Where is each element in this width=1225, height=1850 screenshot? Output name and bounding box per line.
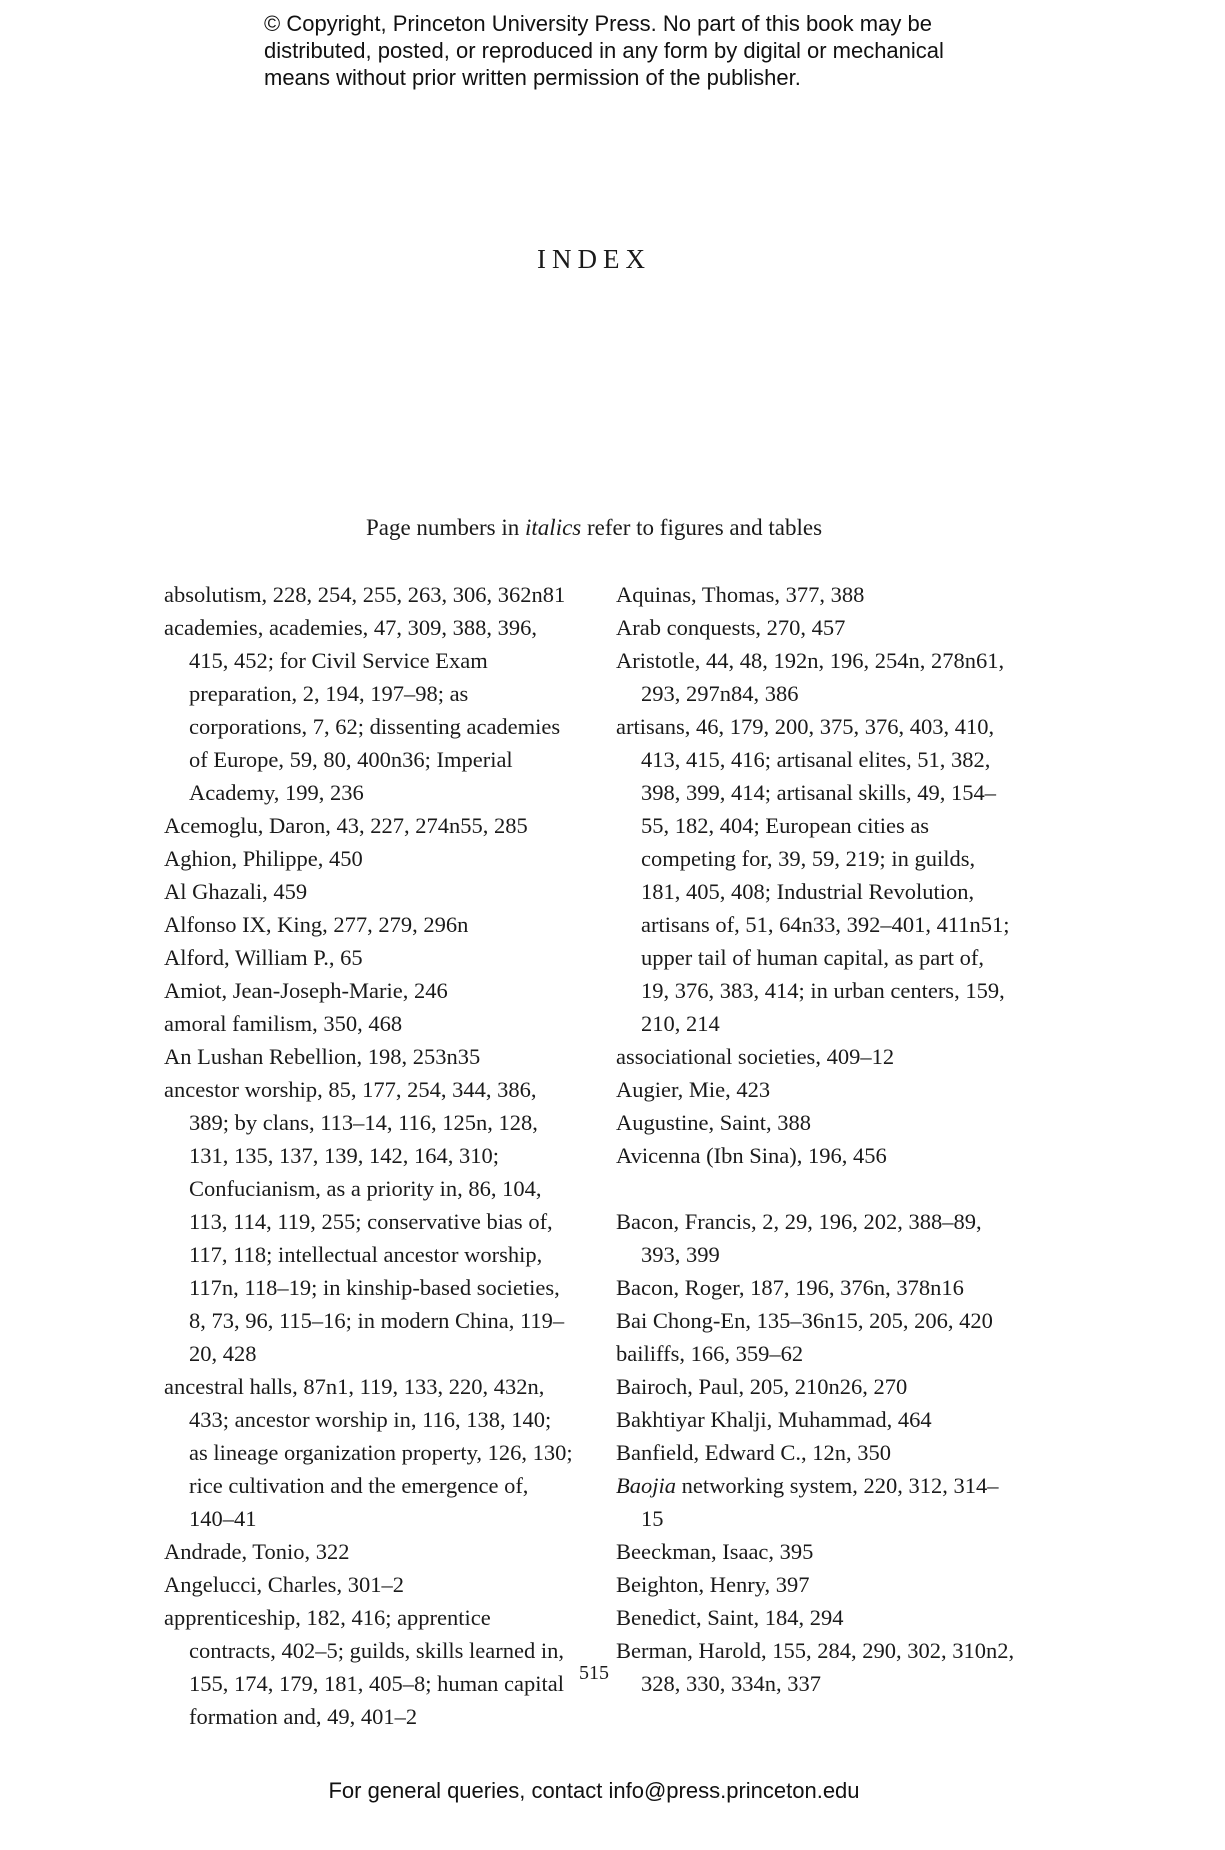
index-entry bbox=[616, 1205, 1016, 1271]
index-entry bbox=[616, 1469, 1016, 1535]
index-entry-text: bailiffs, 166, 359–62 bbox=[616, 1341, 804, 1366]
index-entry-text: absolutism, 228, 254, 255, 263, 306, 362n81 bbox=[164, 582, 566, 607]
index-entry-text: amoral familism, 350, 468 bbox=[164, 1011, 403, 1036]
index-entry-text: Berman, Harold, 155, 284, 290, 302, 310n2, 328, 330, 334n, 337 bbox=[616, 1638, 1015, 1696]
index-entry-text: Aquinas, Thomas, 377, 388 bbox=[616, 582, 865, 607]
index-group-a bbox=[616, 578, 1016, 1172]
index-column-right bbox=[616, 578, 1016, 1700]
index-entry-text: Avicenna (Ibn Sina), 196, 456 bbox=[616, 1143, 887, 1168]
index-entry-text: Bacon, Francis, 2, 29, 196, 202, 388–89, 393, 399 bbox=[616, 1209, 982, 1267]
index-entry-text: Bairoch, Paul, 205, 210n26, 270 bbox=[616, 1374, 908, 1399]
index-entry bbox=[164, 809, 574, 842]
index-entry bbox=[616, 1304, 1016, 1337]
index-entry-text: Alfonso IX, King, 277, 279, 296n bbox=[164, 912, 469, 937]
index-entry-text: associational societies, 409–12 bbox=[616, 1044, 895, 1069]
index-entry bbox=[164, 941, 574, 974]
italics-note bbox=[0, 515, 1188, 541]
index-entry-text: ancestor worship, 85, 177, 254, 344, 386, 389; by clans, 113–14, 116, 125n, 128, 131, 135, 137, 139, 142, 164, 310; Confucianism, as a priority in, 86, 104, 113, 114, 119, 255; conservative bias of, 117, 118; intellectual ancestor worship, 117n, 118–19; in kinship-based societies, 8, 73, 96, 115–16; in modern China, 119–20, 428 bbox=[164, 1077, 565, 1366]
index-entry-text: Augustine, Saint, 388 bbox=[616, 1110, 811, 1135]
index-entry bbox=[616, 1403, 1016, 1436]
index-entry-text: Aghion, Philippe, 450 bbox=[164, 846, 363, 871]
index-entry-text: Andrade, Tonio, 322 bbox=[164, 1539, 350, 1564]
index-entry bbox=[616, 1106, 1016, 1139]
italics-note-italic: italics bbox=[525, 515, 582, 540]
index-entry bbox=[616, 1139, 1016, 1172]
index-entry-text: Aristotle, 44, 48, 192n, 196, 254n, 278n61, 293, 297n84, 386 bbox=[616, 648, 1005, 706]
index-entry bbox=[164, 974, 574, 1007]
index-entry-text: Angelucci, Charles, 301–2 bbox=[164, 1572, 404, 1597]
index-entry-text: Augier, Mie, 423 bbox=[616, 1077, 771, 1102]
index-entry-text: artisans, 46, 179, 200, 375, 376, 403, 410, 413, 415, 416; artisanal elites, 51, 382, 398, 399, 414; artisanal skills, 49, 154–55, 182, 404; European cities as competing for, 39, 59, 219; in guilds, 181, 405, 408; Industrial Revolution, artisans of, 51, 64n33, 392–401, 411n51; upper tail of human capital, as part of, 19, 376, 383, 414; in urban centers, 159, 210, 214 bbox=[616, 714, 1010, 1036]
italics-note-prefix: Page numbers in bbox=[365, 515, 526, 540]
index-entry bbox=[616, 644, 1016, 710]
index-entry bbox=[616, 1436, 1016, 1469]
index-entry-text: ancestral halls, 87n1, 119, 133, 220, 432n, 433; ancestor worship in, 116, 138, 140; as lineage organization property, 126, 130; rice cultivation and the emergence of, 140–41 bbox=[164, 1374, 573, 1531]
page-number: 515 bbox=[579, 1662, 609, 1684]
index-entry bbox=[164, 1040, 574, 1073]
group-divider bbox=[616, 1172, 1016, 1205]
contact-footer: For general queries, contact info@press.princeton.edu bbox=[328, 1778, 860, 1803]
index-entry bbox=[164, 1007, 574, 1040]
index-entry bbox=[164, 1073, 574, 1370]
index-entry bbox=[616, 1040, 1016, 1073]
index-entry-text: Beighton, Henry, 397 bbox=[616, 1572, 810, 1597]
index-entry bbox=[616, 1271, 1016, 1304]
index-entry bbox=[164, 1370, 574, 1535]
index-entry bbox=[164, 908, 574, 941]
index-entry-italic: Baojia bbox=[616, 1473, 676, 1498]
index-entry-text: Beeckman, Isaac, 395 bbox=[616, 1539, 814, 1564]
index-entry bbox=[164, 1535, 574, 1568]
index-entry-text: Al Ghazali, 459 bbox=[164, 879, 308, 904]
index-entry bbox=[616, 1535, 1016, 1568]
index-entry bbox=[164, 875, 574, 908]
page-title: INDEX bbox=[537, 244, 651, 274]
index-group-b bbox=[616, 1205, 1016, 1700]
index-entry-text: Acemoglu, Daron, 43, 227, 274n55, 285 bbox=[164, 813, 528, 838]
index-entry bbox=[164, 842, 574, 875]
index-entry bbox=[616, 1337, 1016, 1370]
index-entry-text: Bakhtiyar Khalji, Muhammad, 464 bbox=[616, 1407, 932, 1432]
index-entry-text: Alford, William P., 65 bbox=[164, 945, 363, 970]
index-entry-text: Amiot, Jean-Joseph-Marie, 246 bbox=[164, 978, 448, 1003]
index-entry bbox=[616, 1601, 1016, 1634]
copyright-notice: © Copyright, Princeton University Press. No part of this book may be distributed, posted, or reproduced in any form by digital or mechanical means without prior written permission of the publisher. bbox=[264, 11, 944, 90]
index-entry-text: academies, academies, 47, 309, 388, 396, 415, 452; for Civil Service Exam preparation, 2, 194, 197–98; as corporations, 7, 62; dissenting academies of Europe, 59, 80, 400n36; Imperial Academy, 199, 236 bbox=[164, 615, 561, 805]
index-column-left bbox=[164, 578, 574, 1733]
index-entry-text: Benedict, Saint, 184, 294 bbox=[616, 1605, 844, 1630]
italics-note-suffix: refer to figures and tables bbox=[581, 515, 823, 540]
index-entry-text: Banfield, Edward C., 12n, 350 bbox=[616, 1440, 891, 1465]
index-entry bbox=[616, 1073, 1016, 1106]
index-entry bbox=[616, 578, 1016, 611]
index-entry bbox=[616, 1370, 1016, 1403]
index-entry bbox=[164, 1568, 574, 1601]
index-entry-text: apprenticeship, 182, 416; apprentice contracts, 402–5; guilds, skills learned in, 155, 174, 179, 181, 405–8; human capital formation and, 49, 401–2 bbox=[164, 1605, 564, 1729]
index-entry bbox=[616, 611, 1016, 644]
index-entry-text: networking system, 220, 312, 314–15 bbox=[641, 1473, 999, 1531]
index-entry bbox=[164, 578, 574, 611]
index-entry bbox=[616, 710, 1016, 1040]
index-entry-text: An Lushan Rebellion, 198, 253n35 bbox=[164, 1044, 481, 1069]
index-entry bbox=[616, 1568, 1016, 1601]
index-entry bbox=[164, 611, 574, 809]
index-entry-text: Bai Chong-En, 135–36n15, 205, 206, 420 bbox=[616, 1308, 993, 1333]
index-entry-text: Bacon, Roger, 187, 196, 376n, 378n16 bbox=[616, 1275, 964, 1300]
index-entry-text: Arab conquests, 270, 457 bbox=[616, 615, 846, 640]
